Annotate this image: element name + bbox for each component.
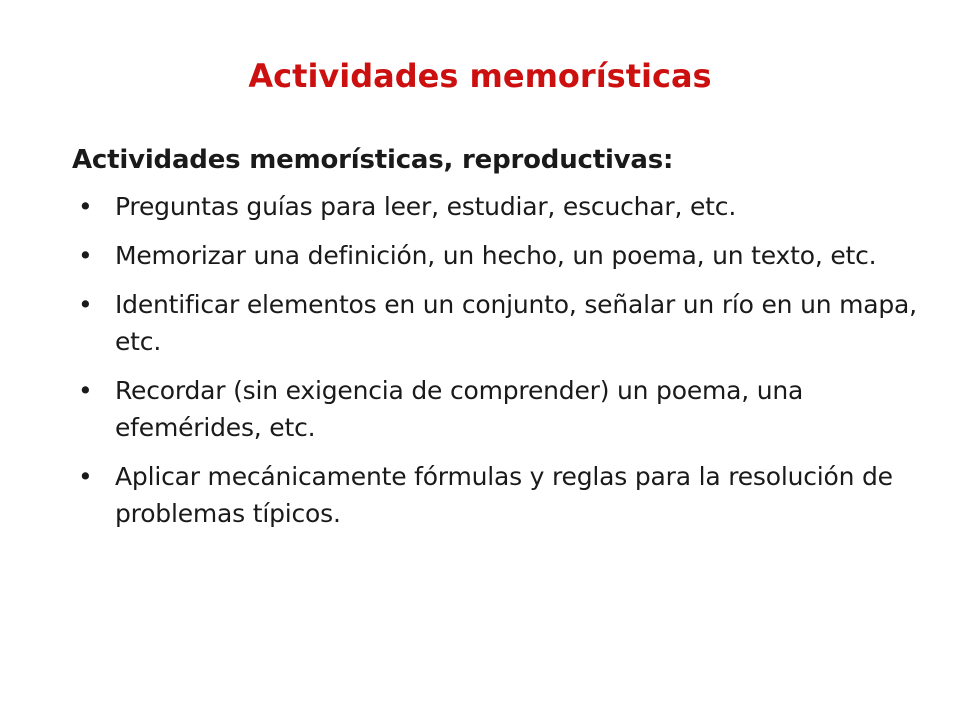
list-item-text: Aplicar mecánicamente fórmulas y reglas para la resolución de problemas típicos. (115, 462, 893, 528)
list-item-text: Identificar elementos en un conjunto, señalar un río en un mapa, etc. (115, 290, 917, 356)
bullet-icon: • (78, 462, 93, 491)
list-item (72, 458, 932, 532)
bullet-list (72, 188, 932, 532)
slide-content (72, 134, 932, 544)
list-item (72, 237, 932, 274)
bullet-icon: • (78, 241, 93, 270)
slide-title: Actividades memorísticas (248, 57, 712, 95)
list-item (72, 286, 932, 360)
list-item-text: Memorizar una definición, un hecho, un poema, un texto, etc. (115, 241, 877, 270)
list-item-text: Preguntas guías para leer, estudiar, escuchar, etc. (115, 192, 737, 221)
bullet-icon: • (78, 290, 93, 319)
list-item (72, 372, 932, 446)
bullet-icon: • (78, 192, 93, 221)
bullet-icon: • (78, 376, 93, 405)
list-item-text: Recordar (sin exigencia de comprender) un poema, una efemérides, etc. (115, 376, 804, 442)
section-heading: Actividades memorísticas, reproductivas: (72, 145, 674, 175)
list-item (72, 188, 932, 225)
